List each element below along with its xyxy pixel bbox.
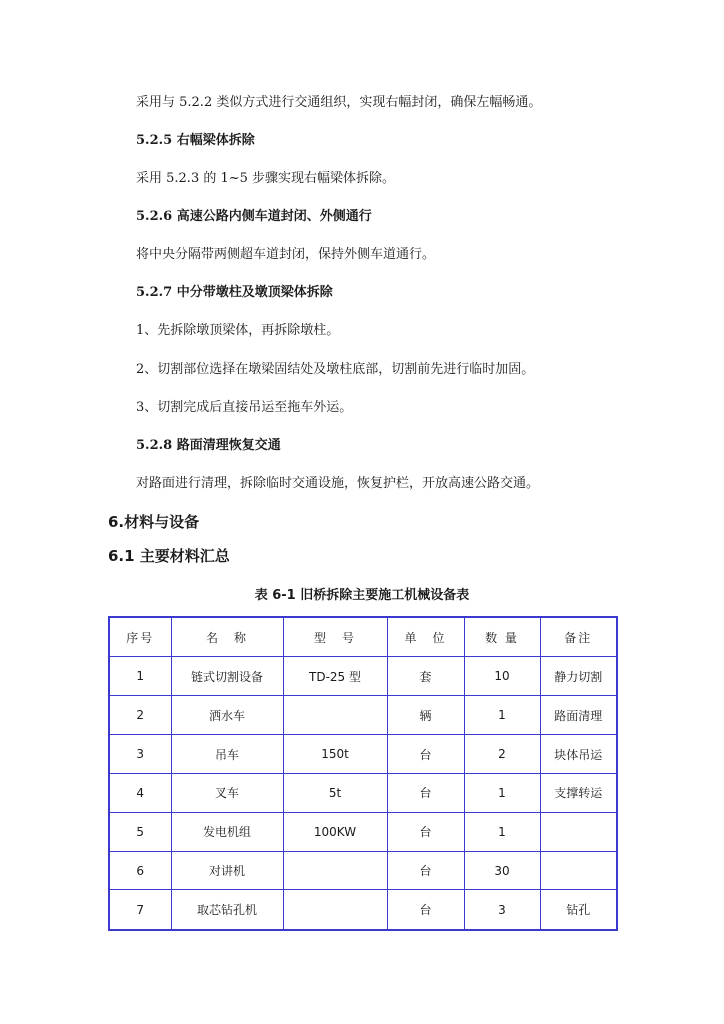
table-cell: 2 [464,735,540,774]
heading-5-2-5: 5.2.5 右幅梁体拆除 [136,133,255,148]
table-row [109,812,617,851]
paragraph-step-1: 1、先拆除墩顶梁体，再拆除墩柱。 [136,323,340,338]
table-cell: 4 [109,773,171,812]
heading-5-2-6: 5.2.6 高速公路内侧车道封闭、外侧通行 [136,209,372,224]
paragraph-step-3: 3、切割完成后直接吊运至拖车外运。 [136,400,353,415]
table-cell: 发电机组 [171,812,283,851]
table-cell: 链式切割设备 [171,657,283,696]
table-cell: 3 [109,735,171,774]
table-cell: 套 [387,657,464,696]
table-cell: 5t [283,773,387,812]
table-cell: 台 [387,773,464,812]
table-cell: 30 [464,851,540,890]
table-cell [283,890,387,930]
table-cell: 150t [283,735,387,774]
table-cell: 3 [464,890,540,930]
table-cell: TD-25 型 [283,657,387,696]
table-header-cell: 单 位 [387,617,464,657]
paragraph-traffic: 采用与 5.2.2 类似方式进行交通组织，实现右幅封闭，确保左幅畅通。 [136,95,542,110]
table-row [109,696,617,735]
table-cell: 辆 [387,696,464,735]
table-header-cell: 名 称 [171,617,283,657]
table-caption: 表 6-1 旧桥拆除主要施工机械设备表 [254,588,470,603]
table-cell: 叉车 [171,773,283,812]
table-cell: 洒水车 [171,696,283,735]
table-cell: 7 [109,890,171,930]
table-cell: 1 [464,696,540,735]
table-cell: 台 [387,812,464,851]
table-cell: 台 [387,851,464,890]
table-cell: 2 [109,696,171,735]
table-cell: 块体吊运 [540,735,617,774]
table-cell: 1 [109,657,171,696]
paragraph-restore-traffic: 对路面进行清理，拆除临时交通设施，恢复护栏，开放高速公路交通。 [136,476,540,491]
table-cell: 路面清理 [540,696,617,735]
table-cell: 支撑转运 [540,773,617,812]
table-header-row [109,617,617,657]
paragraph-right-demolition: 采用 5.2.3 的 1~5 步骤实现右幅梁体拆除。 [136,171,396,186]
table-cell [283,851,387,890]
table-row [109,657,617,696]
table-row [109,890,617,930]
table-cell: 静力切割 [540,657,617,696]
table-row [109,851,617,890]
section-6-1-title: 6.1 主要材料汇总 [108,547,230,565]
table-cell: 吊车 [171,735,283,774]
table-header-cell: 序号 [109,617,171,657]
table-row [109,735,617,774]
table-cell: 台 [387,735,464,774]
table-cell: 钻孔 [540,890,617,930]
table-cell: 10 [464,657,540,696]
paragraph-step-2: 2、切割部位选择在墩梁固结处及墩柱底部，切割前先进行临时加固。 [136,362,535,377]
table-cell: 6 [109,851,171,890]
section-6-title: 6.材料与设备 [108,513,200,531]
table-cell [540,812,617,851]
table-cell [540,851,617,890]
table-cell: 1 [464,773,540,812]
table-cell: 1 [464,812,540,851]
heading-5-2-7: 5.2.7 中分带墩柱及墩顶梁体拆除 [136,285,333,300]
table-cell: 100KW [283,812,387,851]
heading-5-2-8: 5.2.8 路面清理恢复交通 [136,438,281,453]
table-cell: 取芯钻孔机 [171,890,283,930]
table-cell: 5 [109,812,171,851]
table-cell [283,696,387,735]
paragraph-lane-closure: 将中央分隔带两侧超车道封闭，保持外侧车道通行。 [136,247,436,262]
table-row [109,773,617,812]
table-cell: 台 [387,890,464,930]
table-header-cell: 数 量 [464,617,540,657]
equipment-table [108,616,618,931]
table-header-cell: 备注 [540,617,617,657]
table-header-cell: 型 号 [283,617,387,657]
table-cell: 对讲机 [171,851,283,890]
